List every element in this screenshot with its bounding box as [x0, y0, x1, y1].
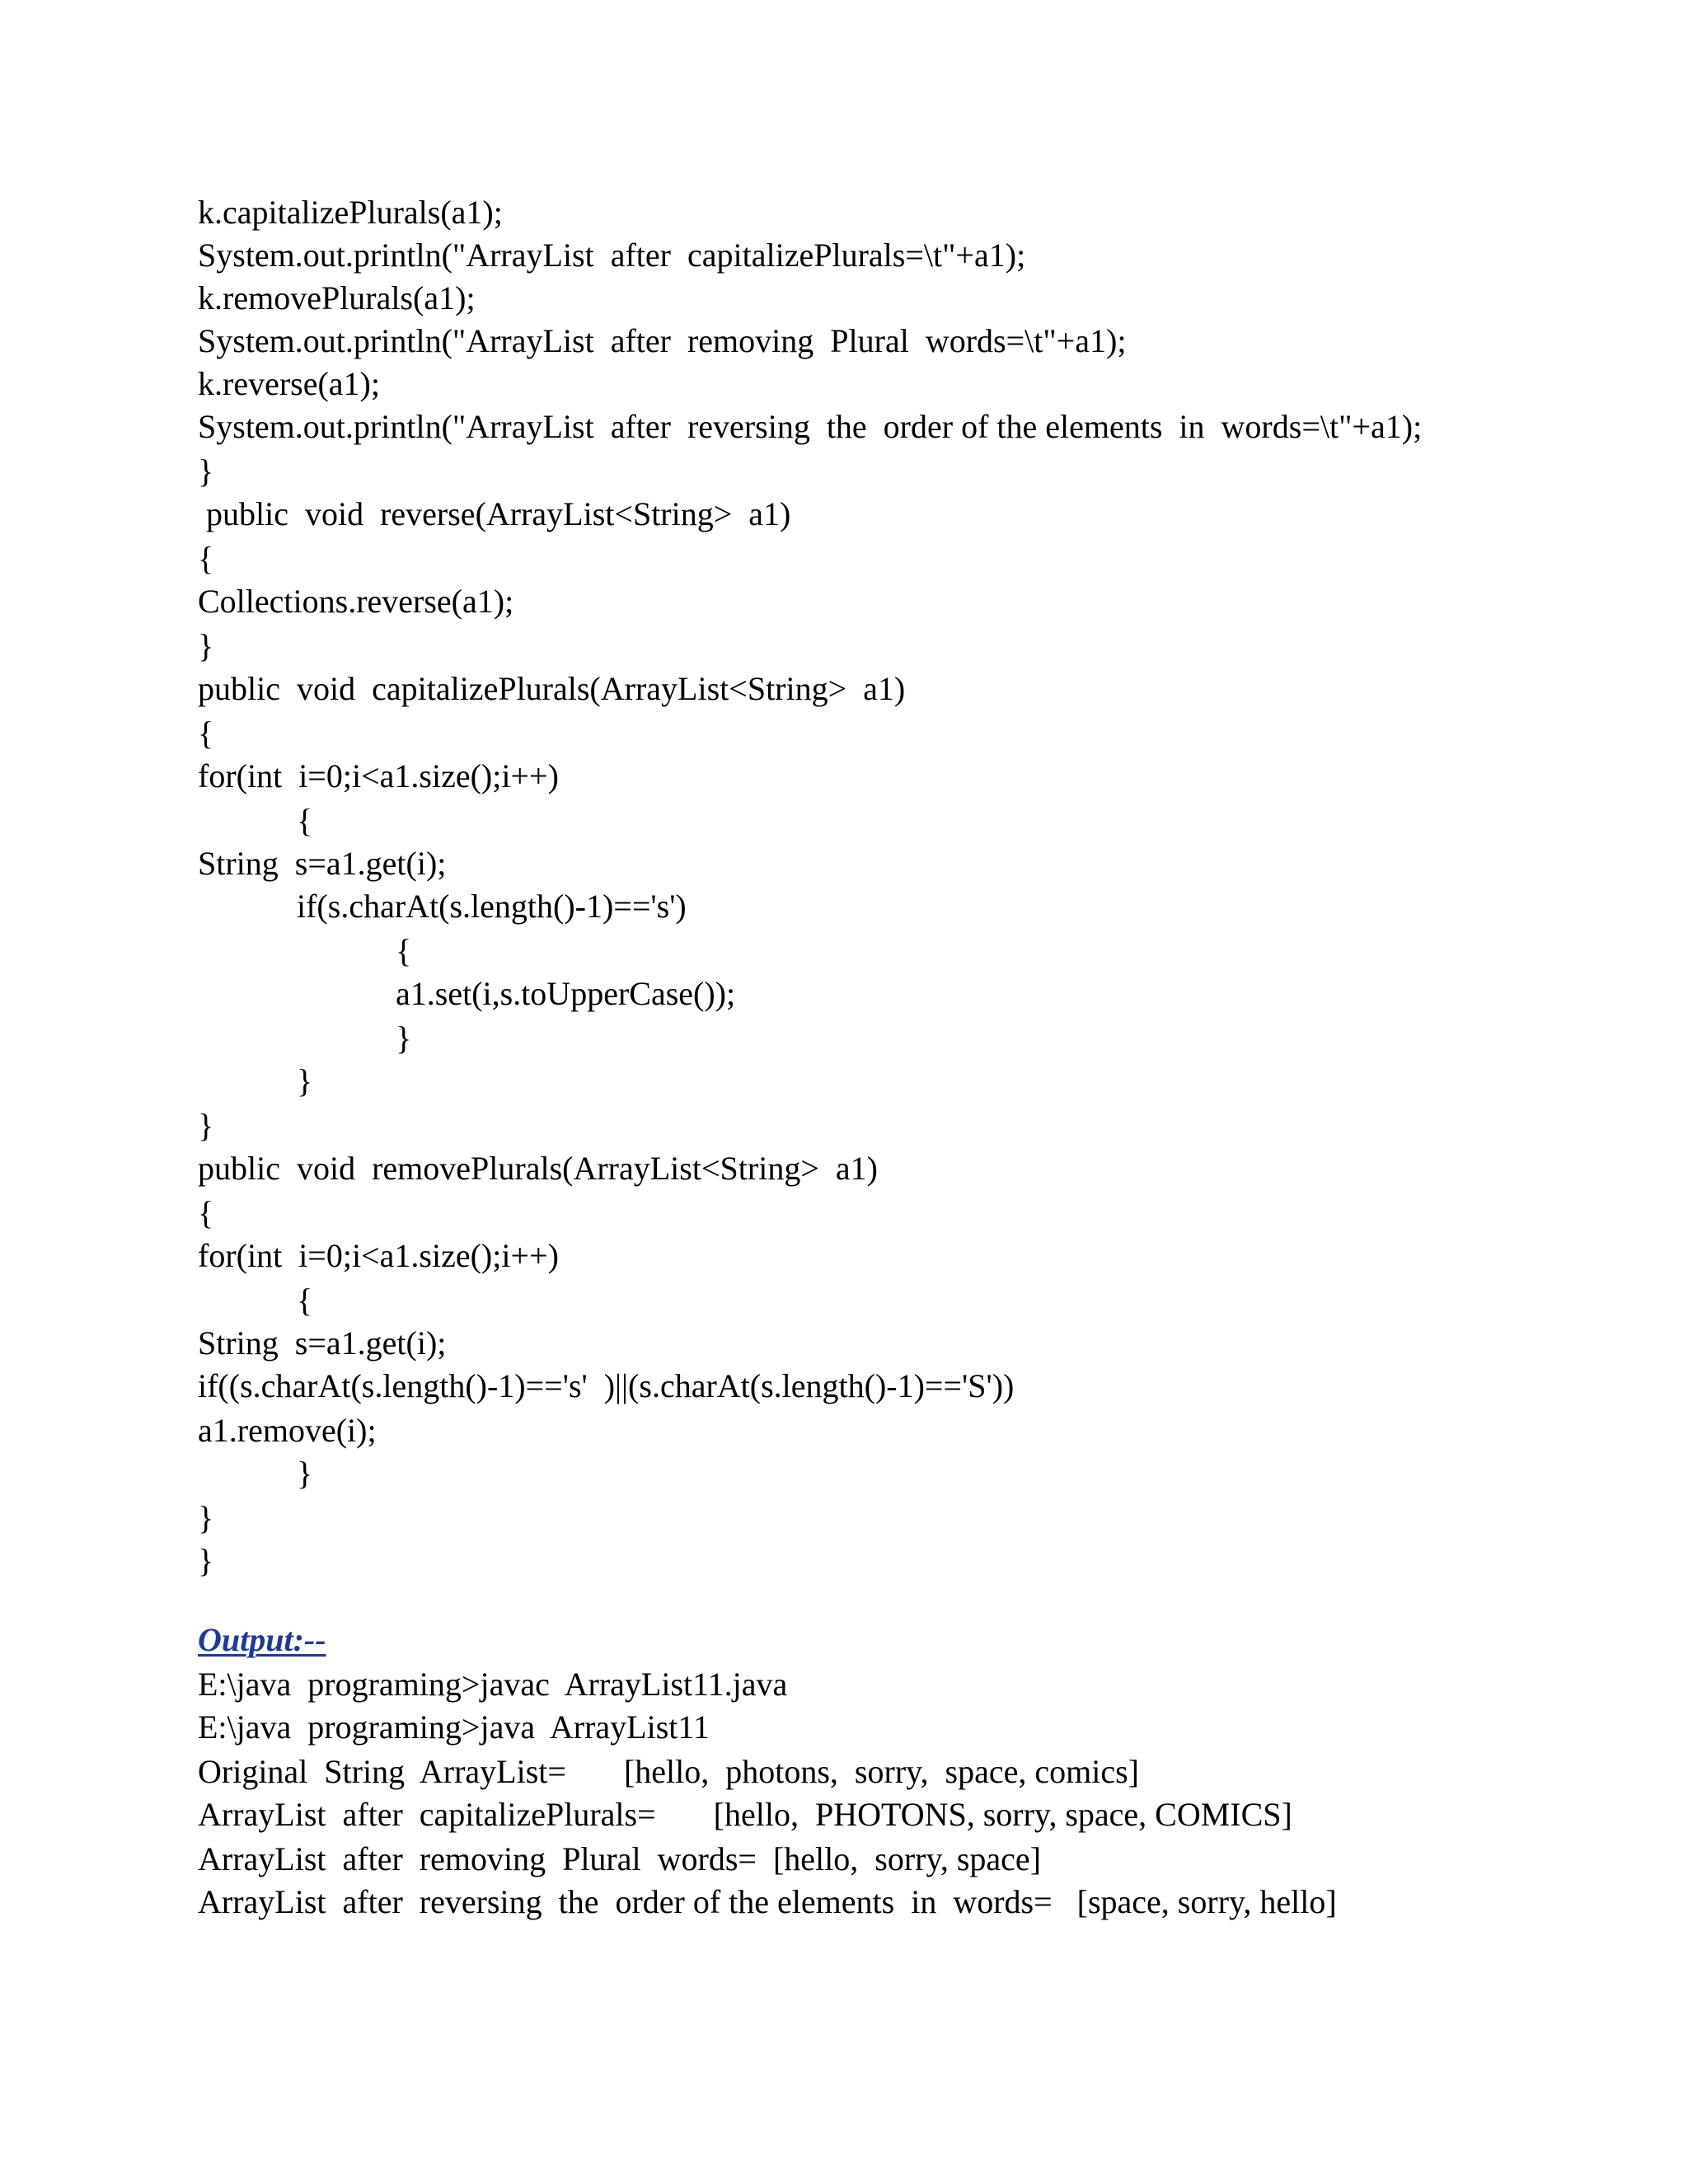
output-heading: Output:-- — [198, 1621, 326, 1658]
output-line: ArrayList after capitalizePlurals= [hello, PHOTONS, sorry, space, COMICS] — [198, 1796, 1292, 1833]
code-line: { — [198, 715, 214, 752]
code-line: for(int i=0;i<a1.size();i++) — [198, 757, 559, 794]
code-line: String s=a1.get(i); — [198, 1324, 447, 1361]
code-line: } — [198, 1455, 313, 1492]
code-line: k.removePlurals(a1); — [198, 279, 476, 316]
code-line: { — [198, 932, 412, 969]
code-line: String s=a1.get(i); — [198, 845, 447, 882]
code-line: } — [198, 1542, 214, 1579]
output-line: ArrayList after reversing the order of the elements in words= [space, sorry, hello] — [198, 1883, 1337, 1920]
code-line: { — [198, 1282, 313, 1319]
code-line: { — [198, 540, 214, 577]
output-line: E:\java programing>java ArrayList11 — [198, 1708, 710, 1746]
output-line: Original String ArrayList= [hello, photons, sorry, space, comics] — [198, 1753, 1139, 1790]
code-line: k.capitalizePlurals(a1); — [198, 194, 503, 231]
code-line: System.out.println("ArrayList after reversing the order of the elements in words=\t"+a1); — [198, 408, 1423, 445]
code-line: public void removePlurals(ArrayList<String> a1) — [198, 1150, 878, 1187]
code-line: public void reverse(ArrayList<String> a1) — [198, 495, 791, 532]
code-line: } — [198, 1499, 214, 1536]
output-line: ArrayList after removing Plural words= [hello, sorry, space] — [198, 1840, 1042, 1877]
code-line: a1.remove(i); — [198, 1412, 377, 1449]
code-line: if(s.charAt(s.length()-1)=='s') — [198, 888, 687, 925]
output-line: E:\java programing>javac ArrayList11.java — [198, 1666, 788, 1703]
code-line: System.out.println("ArrayList after removing Plural words=\t"+a1); — [198, 322, 1127, 359]
code-line: } — [198, 1107, 214, 1144]
code-line: if((s.charAt(s.length()-1)=='s' )||(s.charAt(s.length()-1)=='S')) — [198, 1367, 1015, 1404]
code-line: for(int i=0;i<a1.size();i++) — [198, 1237, 559, 1274]
code-line: } — [198, 1062, 313, 1099]
code-line: } — [198, 452, 214, 490]
code-line: } — [198, 627, 214, 664]
code-line: public void capitalizePlurals(ArrayList<String> a1) — [198, 670, 906, 707]
code-line: k.reverse(a1); — [198, 365, 380, 402]
code-line: a1.set(i,s.toUpperCase()); — [198, 975, 736, 1012]
code-line: { — [198, 1194, 214, 1231]
code-line: { — [198, 802, 313, 839]
code-line: Collections.reverse(a1); — [198, 583, 514, 620]
code-line: } — [198, 1019, 412, 1057]
code-line: System.out.println("ArrayList after capitalizePlurals=\t"+a1); — [198, 237, 1026, 274]
